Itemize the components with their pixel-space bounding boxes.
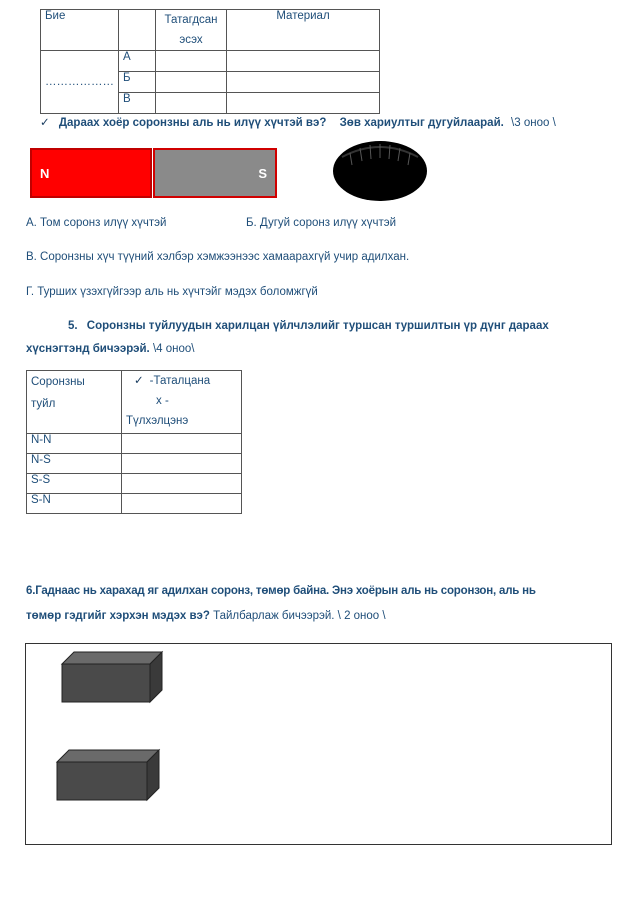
s-label: S [258,166,267,181]
question-4 [40,115,556,129]
round-magnet-image [330,135,430,205]
q6-points: Тайлбарлаж бичээрэй. \ 2 оноо \ [213,610,386,622]
q6-line2 [26,610,386,622]
q5-number: 5. [68,320,78,332]
blank-cell: ……………… [41,51,119,114]
magnet-south-half [153,148,277,198]
block-image-1 [60,650,170,706]
magnet-north-half [30,148,152,198]
q4-points: \3 оноо \ [511,117,556,129]
header-body: Бие [41,10,119,51]
answer-cell[interactable] [122,454,242,474]
header-result [122,371,242,434]
answer-cell[interactable] [122,474,242,494]
q5-line2 [26,343,194,355]
pole-row: S-N [27,494,122,514]
answer-cell[interactable] [122,434,242,454]
pole-row: N-S [27,454,122,474]
checkmark-icon: ✓ [134,375,144,387]
header-result-line2: х - [156,395,169,407]
header-pole-line1: Соронзны [31,376,85,388]
cell[interactable] [227,51,380,72]
option-c[interactable]: В. Соронзны хүч түүний хэлбэр хэмжээнээс хамаарахгүй учир адилхан. [26,251,410,263]
pole-row: S-S [27,474,122,494]
option-b[interactable]: Б. Дугуй соронз илүү хүчтэй [246,217,397,229]
answer-cell[interactable] [122,494,242,514]
header-material: Материал [227,10,380,51]
row-label: А [119,51,156,72]
q5-line1 [68,320,549,332]
poles-table [26,370,242,514]
header-result-line3: Түлхэлцэнэ [126,415,189,427]
checkmark-icon: ✓ [40,117,50,129]
cell[interactable] [227,93,380,114]
cell[interactable] [156,72,227,93]
pole-row: N-N [27,434,122,454]
header-pole-line2: туйл [31,398,56,410]
row-label: В [119,93,156,114]
option-d[interactable]: Г. Турших үзэхгүйгээр аль нь хүчтэйг мэдэх боломжгүй [26,286,318,298]
n-label: N [40,166,50,181]
q4-text: Дараах хоёр соронзны аль нь илүү хүчтэй вэ? [58,117,327,129]
header-blank [119,10,156,51]
header-pole [27,371,122,434]
header-attracted: Татагдсан эсэх [156,10,227,51]
material-table [40,9,380,114]
q6-text-2: төмөр гэдгийг хэрхэн мэдэх вэ? [26,610,210,622]
q5-text-2: хүснэгтэнд бичээрэй. [26,343,150,355]
block-image-2 [55,748,165,804]
cell[interactable] [227,72,380,93]
option-a[interactable]: А. Том соронз илүү хүчтэй [26,217,167,229]
row-label: Б [119,72,156,93]
cell[interactable] [156,51,227,72]
header-result-line1: -Таталцана [149,375,211,387]
q5-points: \4 оноо\ [152,343,195,355]
q6-line1: 6.Гаднаас нь харахад яг адилхан соронз, төмөр байна. Энэ хоёрын аль нь соронзон, аль нь [26,585,536,597]
cell[interactable] [156,93,227,114]
q5-text-1: Соронзны туйлуудын харилцан үйлчлэлийг туршсан туршилтын үр дүнг дараах [86,320,549,332]
q4-instruction: Зөв хариултыг дугуйлаарай. [339,117,504,129]
